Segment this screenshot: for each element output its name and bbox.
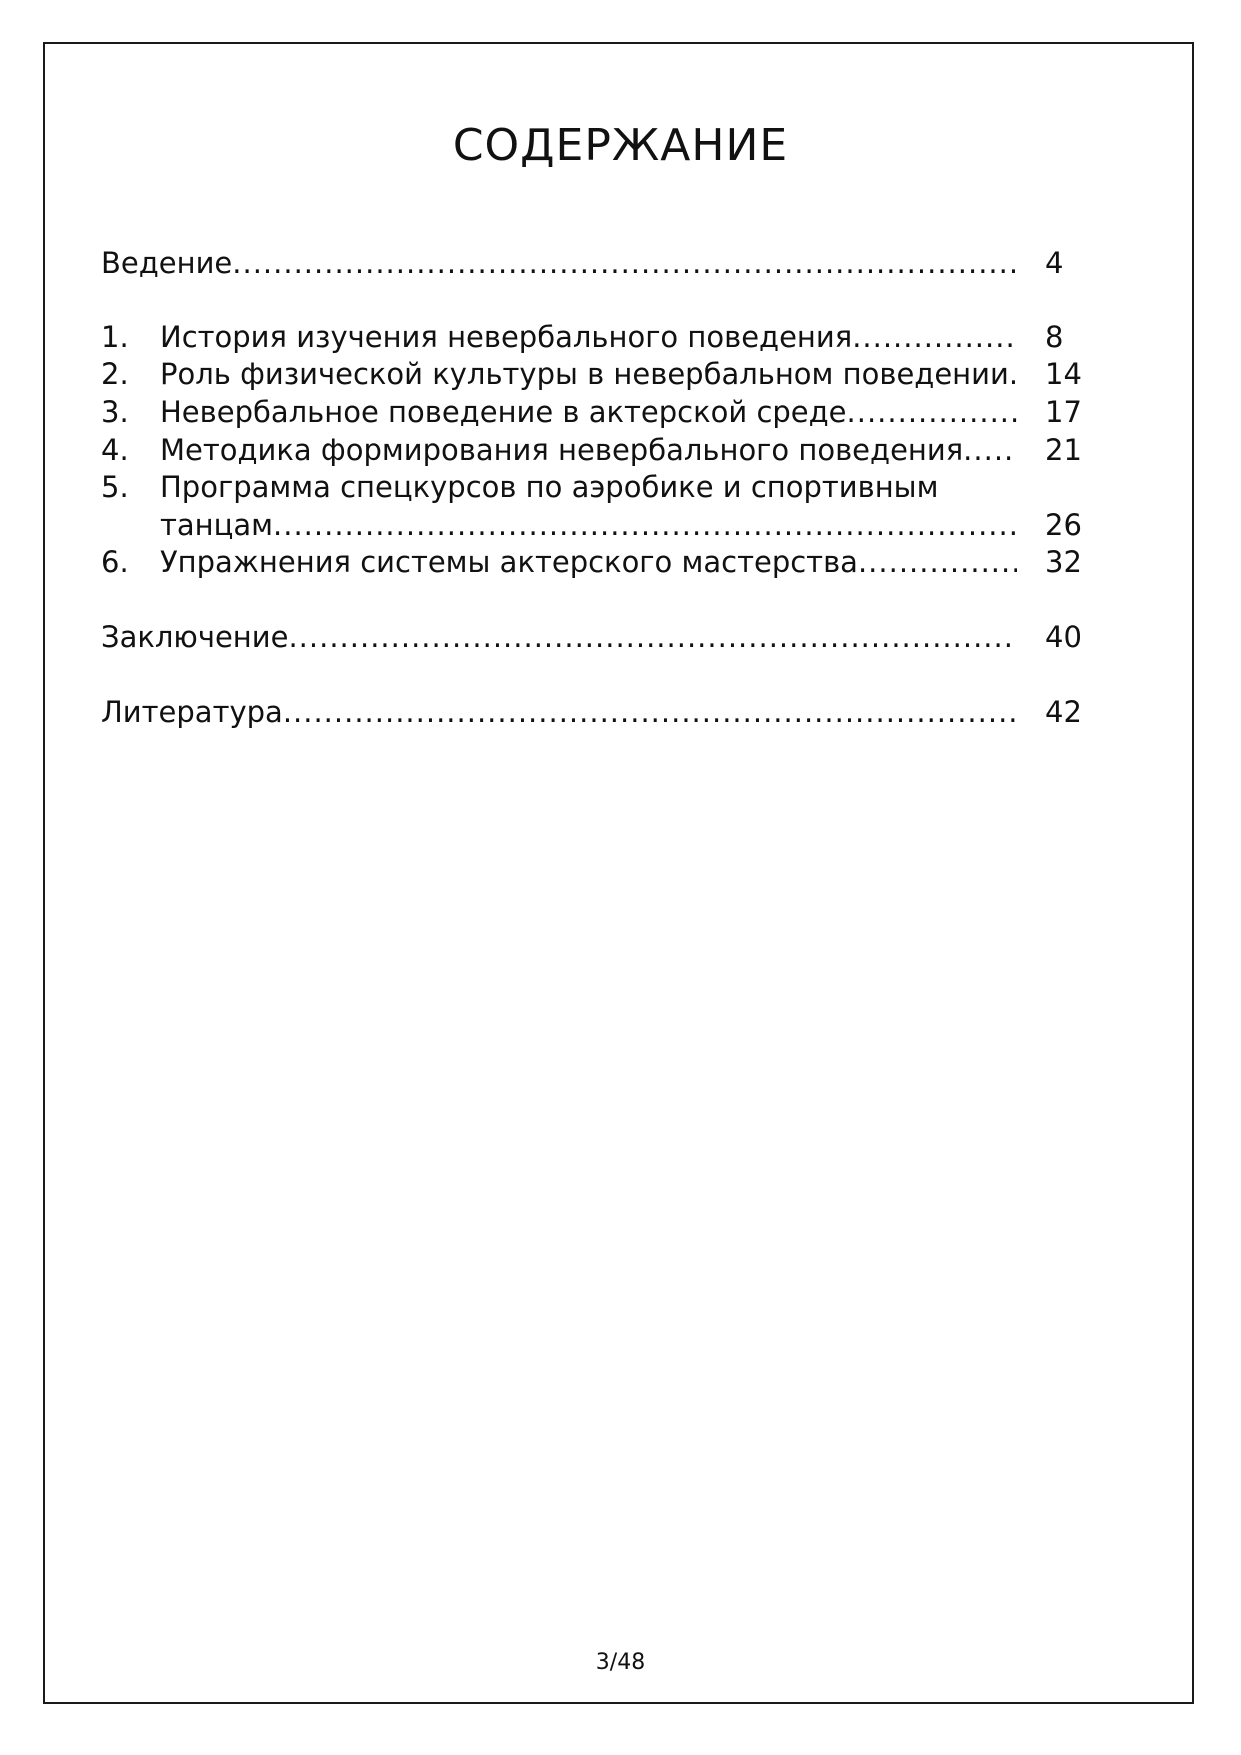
leader-dots <box>858 543 1017 581</box>
page-border <box>43 42 1194 1704</box>
page-title: СОДЕРЖАНИЕ <box>452 120 789 171</box>
toc-entry-chapter-6[interactable] <box>101 543 1086 583</box>
toc-entry-page: 4 <box>1045 246 1064 280</box>
toc-entry-label: Литература <box>101 695 283 729</box>
toc-entry-page: 32 <box>1045 545 1082 579</box>
toc-entry-chapter-1[interactable] <box>101 318 1086 358</box>
toc-entry-page: 26 <box>1045 508 1082 542</box>
toc-entry-label: Заключение <box>101 620 289 654</box>
toc-entry-page: 21 <box>1045 433 1082 467</box>
chapter-number: 5. <box>101 470 129 504</box>
page-indicator: 3/48 <box>595 1650 646 1675</box>
chapter-number: 1. <box>101 320 129 354</box>
toc-entry-conclusion[interactable] <box>101 618 1086 658</box>
toc-entry-literature[interactable] <box>101 693 1086 733</box>
toc-entry-chapter-3[interactable] <box>101 393 1086 433</box>
chapter-number: 3. <box>101 395 129 429</box>
toc-entry-chapter-2[interactable] <box>101 355 1086 395</box>
toc-entry-label: Программа спецкурсов по аэробике и спортивным <box>160 470 939 504</box>
toc-entry-label: Роль физической культуры в невербальном поведении <box>160 357 1009 391</box>
toc-entry-chapter-5[interactable] <box>101 468 1086 508</box>
toc-entry-chapter-5-cont[interactable] <box>101 506 1086 546</box>
leader-dots <box>273 506 1017 544</box>
toc-entry-label: Ведение <box>101 246 233 280</box>
chapter-number: 4. <box>101 433 129 467</box>
toc-entry-page: 17 <box>1045 395 1082 429</box>
toc-entry-label-continued: танцам <box>160 508 274 542</box>
toc-entry-page: 42 <box>1045 695 1082 729</box>
leader-dots <box>847 393 1017 431</box>
leader-dots <box>232 244 1017 282</box>
chapter-number: 2. <box>101 357 129 391</box>
toc-entry-page: 40 <box>1045 620 1082 654</box>
toc-entry-label: Невербальное поведение в актерской среде <box>160 395 847 429</box>
toc-entry-label: Методика формирования невербального поведения <box>160 433 964 467</box>
leader-dots <box>852 318 1017 356</box>
toc-entry-chapter-4[interactable] <box>101 431 1086 471</box>
toc-entry-intro[interactable] <box>101 244 1086 284</box>
chapter-number: 6. <box>101 545 129 579</box>
leader-dots <box>283 693 1017 731</box>
toc-entry-page: 8 <box>1045 320 1064 354</box>
toc-entry-page: 14 <box>1045 357 1082 391</box>
toc-entry-label: Упражнения системы актерского мастерства <box>160 545 858 579</box>
toc-entry-label: История изучения невербального поведения <box>160 320 853 354</box>
leader-dots <box>288 618 1017 656</box>
leader-dots <box>1009 355 1017 393</box>
leader-dots <box>963 431 1017 469</box>
